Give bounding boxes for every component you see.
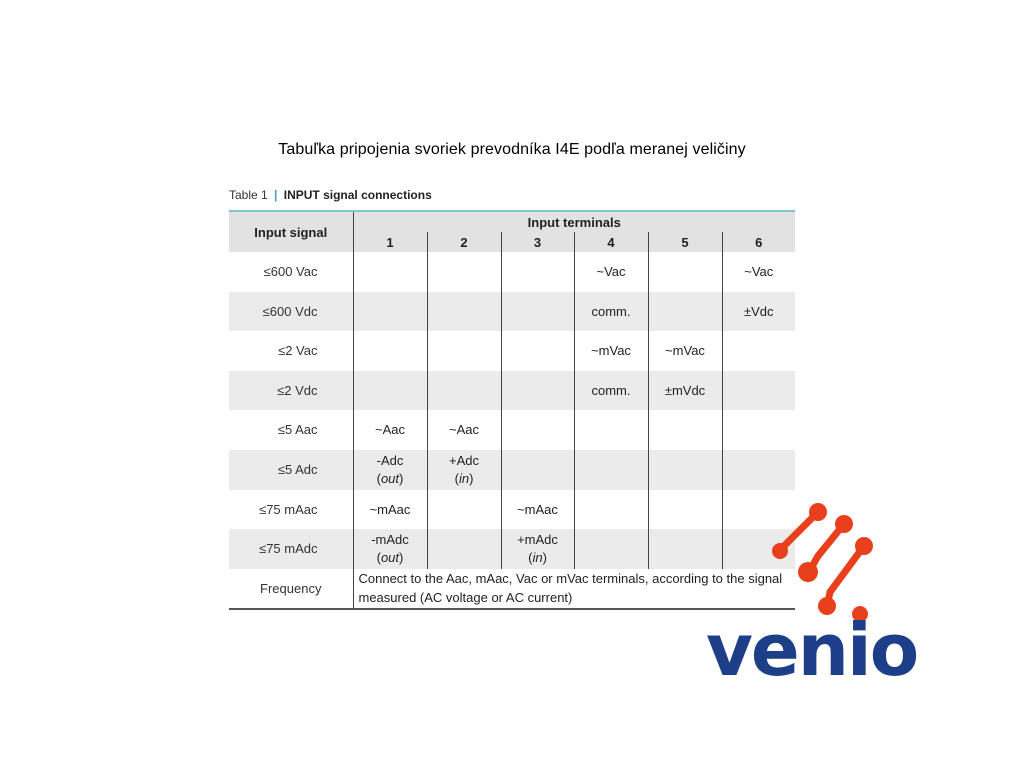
terminal-value: comm. <box>591 303 631 319</box>
terminal-cell <box>574 371 648 411</box>
terminal-direction-note: (out) <box>376 549 404 565</box>
terminal-cell <box>427 331 501 371</box>
terminal-value: ~mVac <box>665 343 705 359</box>
terminal-header: 6 <box>722 232 795 252</box>
terminal-cell <box>427 490 501 530</box>
terminal-value: +mAdc <box>517 532 558 548</box>
input-signal-cell: ≤75 mAdc <box>229 529 353 569</box>
terminal-value: -mAdc <box>371 532 409 548</box>
terminal-cell <box>427 371 501 411</box>
table-row <box>229 292 795 332</box>
terminal-cell <box>574 292 648 332</box>
terminal-cell <box>353 292 427 332</box>
terminal-value: ~Aac <box>449 422 479 438</box>
page-title: Tabuľka pripojenia svoriek prevodníka I4E podľa meranej veličiny <box>278 141 746 158</box>
terminal-value: ±Vdc <box>743 303 774 319</box>
input-signal-cell: ≤2 Vac <box>278 343 318 359</box>
terminal-cell <box>501 490 574 530</box>
terminal-cell <box>722 410 795 450</box>
terminal-header: 4 <box>574 232 648 252</box>
terminal-cell <box>501 252 574 292</box>
header-input-terminals: Input terminals <box>353 212 795 232</box>
terminal-cell <box>353 410 427 450</box>
terminal-value: ~Vac <box>744 264 774 280</box>
terminal-value: comm. <box>591 382 631 398</box>
table-row <box>229 450 795 490</box>
terminal-cell <box>353 490 427 530</box>
terminal-cell <box>501 450 574 490</box>
terminal-cell <box>574 410 648 450</box>
terminal-header: 1 <box>353 232 427 252</box>
terminal-cell <box>353 529 427 569</box>
terminal-cell <box>427 529 501 569</box>
terminal-cell <box>648 292 722 332</box>
terminal-direction-note: (out) <box>376 470 404 486</box>
terminal-cell <box>648 331 722 371</box>
terminal-value: ~mAac <box>517 501 558 517</box>
terminal-value: ±mVdc <box>664 382 706 398</box>
terminal-header: 2 <box>427 232 501 252</box>
terminal-cell <box>574 450 648 490</box>
terminal-cell <box>501 292 574 332</box>
terminal-cell <box>501 371 574 411</box>
terminal-direction-note: (in) <box>454 470 474 486</box>
table-number: Table 1 <box>229 188 268 202</box>
terminal-direction-note: (in) <box>528 549 547 565</box>
terminal-cell <box>722 331 795 371</box>
terminal-cell <box>722 292 795 332</box>
header-input-signal: Input signal <box>229 212 353 252</box>
table-name: INPUT signal connections <box>283 188 432 202</box>
input-signal-cell: ≤2 Vdc <box>229 371 353 411</box>
table-row <box>229 331 795 371</box>
terminal-cell <box>353 450 427 490</box>
table-row <box>229 410 795 450</box>
terminal-value: +Adc <box>449 453 479 469</box>
input-signal-cell: ≤75 mAac <box>259 501 318 517</box>
terminal-cell <box>648 371 722 411</box>
terminal-cell <box>353 252 427 292</box>
input-signal-cell: ≤600 Vac <box>263 264 318 280</box>
terminal-value: -Adc <box>376 453 404 469</box>
terminal-cell <box>574 331 648 371</box>
terminal-cell <box>648 450 722 490</box>
terminal-header: 5 <box>648 232 722 252</box>
terminal-cell <box>427 292 501 332</box>
terminal-cell <box>574 490 648 530</box>
terminal-cell <box>427 450 501 490</box>
terminal-cell <box>648 252 722 292</box>
logo-molecule-icon <box>772 503 873 622</box>
terminal-cell <box>353 371 427 411</box>
input-signal-cell: ≤5 Adc <box>229 450 353 490</box>
terminal-cell <box>353 331 427 371</box>
input-signal-cell: Frequency <box>229 569 353 610</box>
terminal-value: ~mAac <box>369 501 411 517</box>
frequency-instructions: Connect to the Aac, mAac, Vac or mVac terminals, according to the signal measured (AC voltage or AC current) <box>353 569 795 610</box>
table-caption <box>229 188 432 202</box>
table-row <box>229 252 795 292</box>
input-signal-cell: ≤600 Vdc <box>229 292 353 332</box>
terminal-cell <box>722 450 795 490</box>
terminal-cell <box>427 252 501 292</box>
logo-wordmark: venio <box>706 608 918 688</box>
terminal-cell <box>574 252 648 292</box>
input-signal-cell: ≤5 Aac <box>277 422 318 438</box>
terminal-cell <box>574 529 648 569</box>
terminal-cell <box>427 410 501 450</box>
terminal-value: ~Vac <box>596 264 626 280</box>
venio-logo <box>700 498 940 688</box>
terminal-cell <box>501 331 574 371</box>
terminal-cell <box>501 410 574 450</box>
terminal-cell <box>501 529 574 569</box>
caption-separator: | <box>274 188 278 202</box>
terminal-cell <box>722 371 795 411</box>
terminal-value: ~mVac <box>591 343 631 359</box>
terminal-cell <box>648 410 722 450</box>
terminal-cell <box>722 252 795 292</box>
terminal-value: ~Aac <box>375 422 405 438</box>
terminal-header: 3 <box>501 232 574 252</box>
table-row <box>229 371 795 411</box>
